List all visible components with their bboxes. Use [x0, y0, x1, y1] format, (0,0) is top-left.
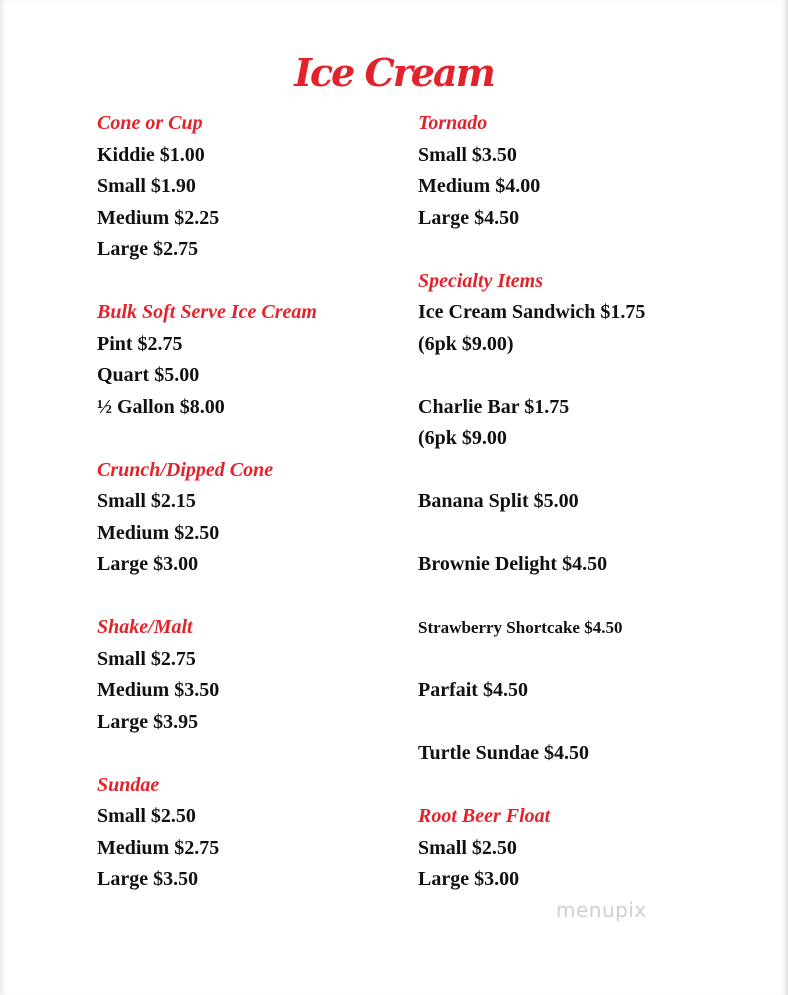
menu-item: Parfait $4.50: [418, 679, 528, 701]
menu-item: Small $2.50: [418, 836, 517, 859]
menu-item: Medium $2.75: [97, 836, 220, 859]
left-column: [97, 108, 317, 896]
menu-item: Large $4.50: [418, 206, 520, 229]
section-heading-tornado: Tornado: [418, 112, 488, 134]
menu-item: Large $3.95: [97, 710, 199, 733]
menu-item: Ice Cream Sandwich $1.75: [418, 301, 646, 323]
menu-item: Medium $3.50: [97, 679, 220, 701]
menu-item: Small $2.15: [97, 490, 196, 512]
menu-title: Ice Cream: [294, 50, 494, 95]
section-heading-shake-malt: Shake/Malt: [97, 616, 193, 638]
menu-item: Large $3.00: [97, 553, 199, 575]
menu-item-note: (6pk $9.00: [418, 427, 507, 449]
menu-item: Brownie Delight $4.50: [418, 553, 608, 575]
menu-item: Large $2.75: [97, 238, 199, 260]
menu-item: Turtle Sundae $4.50: [418, 742, 589, 764]
menu-item: ½ Gallon $8.00: [97, 395, 225, 418]
menu-item: Quart $5.00: [97, 364, 200, 386]
menu-item: Strawberry Shortcake $4.50: [418, 618, 623, 637]
section-heading-specialty-items: Specialty Items: [418, 269, 543, 292]
menu-item: Pint $2.75: [97, 332, 183, 355]
menupix-watermark: menupix: [556, 898, 647, 922]
section-heading-root-beer-float: Root Beer Float: [418, 805, 551, 827]
menu-item: Charlie Bar $1.75: [418, 395, 570, 418]
menu-item: Small $2.50: [97, 805, 196, 827]
menu-item: Large $3.00: [418, 868, 520, 890]
menu-item: Small $2.75: [97, 647, 196, 670]
menu-item: Kiddie $1.00: [97, 143, 205, 166]
menu-item: Banana Split $5.00: [418, 490, 579, 512]
menu-item: Medium $2.25: [97, 206, 220, 229]
right-column: [418, 108, 645, 896]
menu-item: Medium $4.00: [418, 175, 541, 197]
section-heading-crunch-dipped-cone: Crunch/Dipped Cone: [97, 458, 274, 481]
menu-item: Large $3.50: [97, 868, 199, 890]
menu-item: Small $3.50: [418, 143, 517, 166]
section-heading-sundae: Sundae: [97, 773, 160, 796]
menu-item-note: (6pk $9.00): [418, 332, 514, 355]
menu-item: Medium $2.50: [97, 521, 220, 544]
section-heading-cone-or-cup: Cone or Cup: [97, 112, 203, 134]
menu-item: Small $1.90: [97, 175, 196, 197]
section-heading-bulk-soft-serve: Bulk Soft Serve Ice Cream: [97, 301, 317, 323]
